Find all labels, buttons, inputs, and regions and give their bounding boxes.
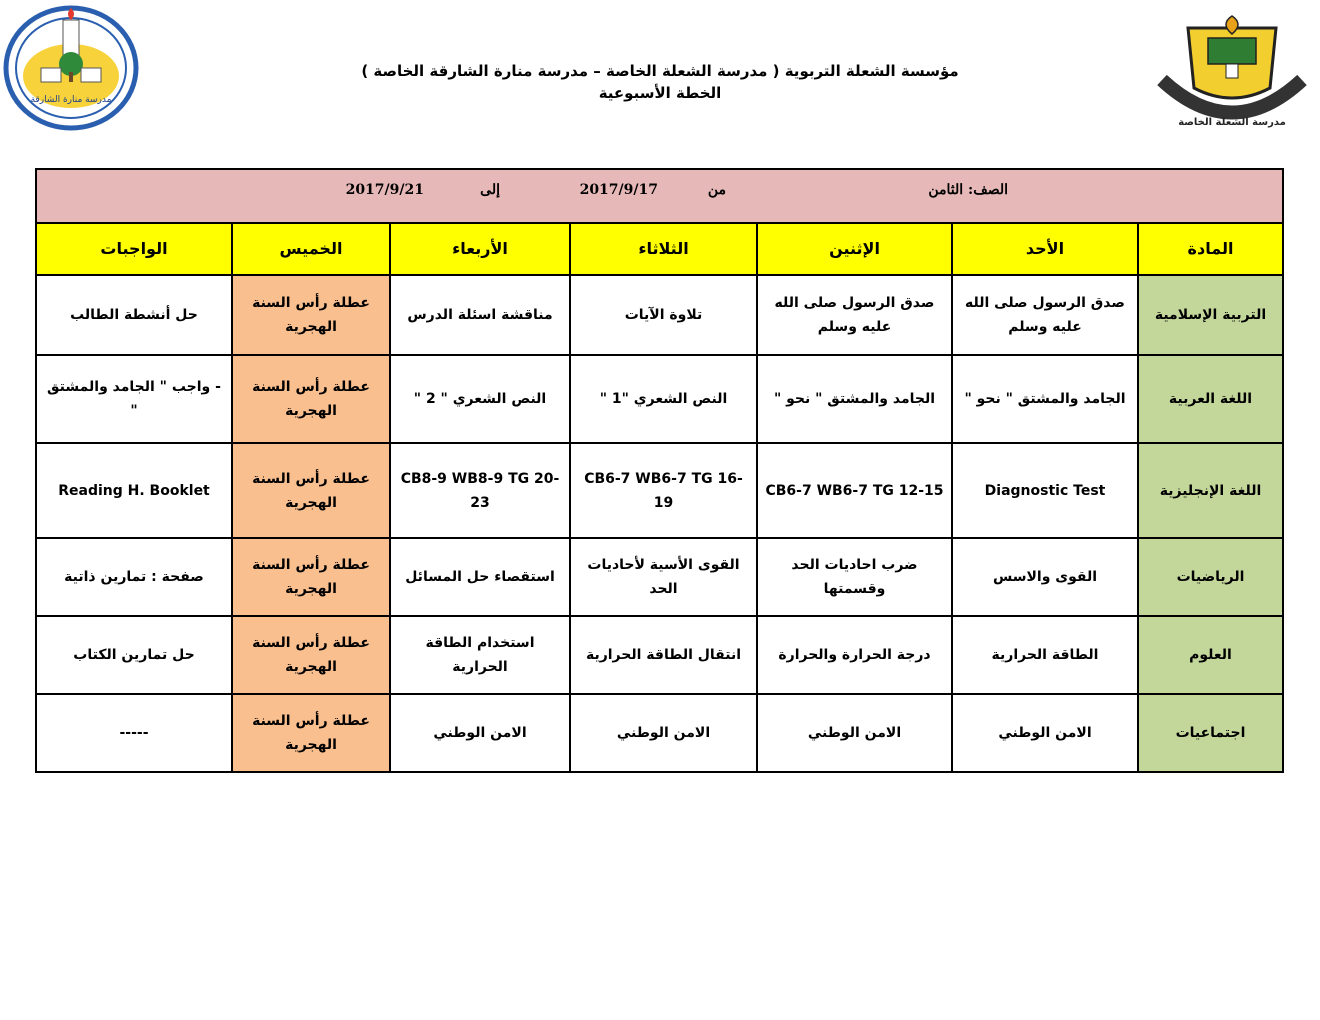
column-header-thursday: الخميس — [232, 223, 390, 275]
thursday-cell: عطلة رأس السنة الهجرية — [232, 538, 390, 616]
page-header — [0, 0, 1320, 150]
wednesday-cell: CB8-9 WB8-9 TG 20-23 — [390, 443, 570, 538]
table-row — [36, 443, 1283, 538]
monday-cell: ضرب احاديات الحد وقسمتها — [757, 538, 952, 616]
subject-cell: العلوم — [1138, 616, 1283, 694]
homework-cell: Reading H. Booklet — [36, 443, 232, 538]
sunday-cell: الطاقة الحرارية — [952, 616, 1138, 694]
tuesday-cell: القوى الأسية لأحاديات الحد — [570, 538, 757, 616]
class-label: الصف: الثامن — [928, 182, 1008, 198]
wednesday-cell: النص الشعري " 2 " — [390, 355, 570, 443]
column-header-tuesday: الثلاثاء — [570, 223, 757, 275]
column-header-subject: المادة — [1138, 223, 1283, 275]
wednesday-cell: مناقشة اسئلة الدرس — [390, 275, 570, 355]
plan-title: الخطة الأسبوعية — [598, 84, 722, 102]
class-date-banner — [36, 169, 1283, 223]
monday-cell: CB6-7 WB6-7 TG 12-15 — [757, 443, 952, 538]
to-date: 2017/9/21 — [345, 182, 424, 198]
monday-cell: الامن الوطني — [757, 694, 952, 772]
homework-cell: حل أنشطة الطالب — [36, 275, 232, 355]
wednesday-cell: استخدام الطاقة الحرارية — [390, 616, 570, 694]
tuesday-cell: الامن الوطني — [570, 694, 757, 772]
subject-cell: اللغة الإنجليزية — [1138, 443, 1283, 538]
from-date: 2017/9/17 — [579, 182, 658, 198]
sunday-cell: صدق الرسول صلى الله عليه وسلم — [952, 275, 1138, 355]
homework-cell: ----- — [36, 694, 232, 772]
weekly-plan-table — [35, 168, 1284, 773]
wednesday-cell: استقصاء حل المسائل — [390, 538, 570, 616]
subject-cell: التربية الإسلامية — [1138, 275, 1283, 355]
monday-cell: الجامد والمشتق " نحو " — [757, 355, 952, 443]
column-header-sunday: الأحد — [952, 223, 1138, 275]
table-row — [36, 355, 1283, 443]
shoula-logo-text: مدرسة الشعلة الخاصة — [1178, 117, 1286, 128]
table-row — [36, 538, 1283, 616]
thursday-cell: عطلة رأس السنة الهجرية — [232, 694, 390, 772]
sunday-cell: الامن الوطني — [952, 694, 1138, 772]
header-title — [300, 60, 1020, 104]
thursday-cell: عطلة رأس السنة الهجرية — [232, 355, 390, 443]
thursday-cell: عطلة رأس السنة الهجرية — [232, 616, 390, 694]
column-header-homework: الواجبات — [36, 223, 232, 275]
manara-school-logo — [3, 2, 139, 132]
homework-cell: حل تمارين الكتاب — [36, 616, 232, 694]
tuesday-cell: انتقال الطاقة الحرارية — [570, 616, 757, 694]
from-label: من — [707, 182, 726, 198]
tuesday-cell: النص الشعري "1 " — [570, 355, 757, 443]
column-header-wednesday: الأربعاء — [390, 223, 570, 275]
shoula-school-logo — [1152, 10, 1312, 132]
thursday-cell: عطلة رأس السنة الهجرية — [232, 443, 390, 538]
tuesday-cell: CB6-7 WB6-7 TG 16-19 — [570, 443, 757, 538]
subject-cell: اجتماعيات — [1138, 694, 1283, 772]
tuesday-cell: تلاوة الآيات — [570, 275, 757, 355]
organization-line: مؤسسة الشعلة التربوية ( مدرسة الشعلة الخاصة – مدرسة منارة الشارقة الخاصة ) — [361, 62, 959, 80]
thursday-cell: عطلة رأس السنة الهجرية — [232, 275, 390, 355]
wednesday-cell: الامن الوطني — [390, 694, 570, 772]
day-header-row — [36, 223, 1283, 275]
table-row — [36, 694, 1283, 772]
to-label: إلى — [480, 182, 500, 198]
sunday-cell: الجامد والمشتق " نحو " — [952, 355, 1138, 443]
column-header-monday: الإثنين — [757, 223, 952, 275]
homework-cell: صفحة : تمارين ذاتية — [36, 538, 232, 616]
table-row — [36, 275, 1283, 355]
sunday-cell: القوى والاسس — [952, 538, 1138, 616]
subject-cell: الرياضيات — [1138, 538, 1283, 616]
table-row — [36, 616, 1283, 694]
manara-logo-text: مدرسة منارة الشارقة — [30, 95, 112, 105]
homework-cell: - واجب " الجامد والمشتق " — [36, 355, 232, 443]
subject-cell: اللغة العربية — [1138, 355, 1283, 443]
monday-cell: صدق الرسول صلى الله عليه وسلم — [757, 275, 952, 355]
sunday-cell: Diagnostic Test — [952, 443, 1138, 538]
monday-cell: درجة الحرارة والحرارة — [757, 616, 952, 694]
